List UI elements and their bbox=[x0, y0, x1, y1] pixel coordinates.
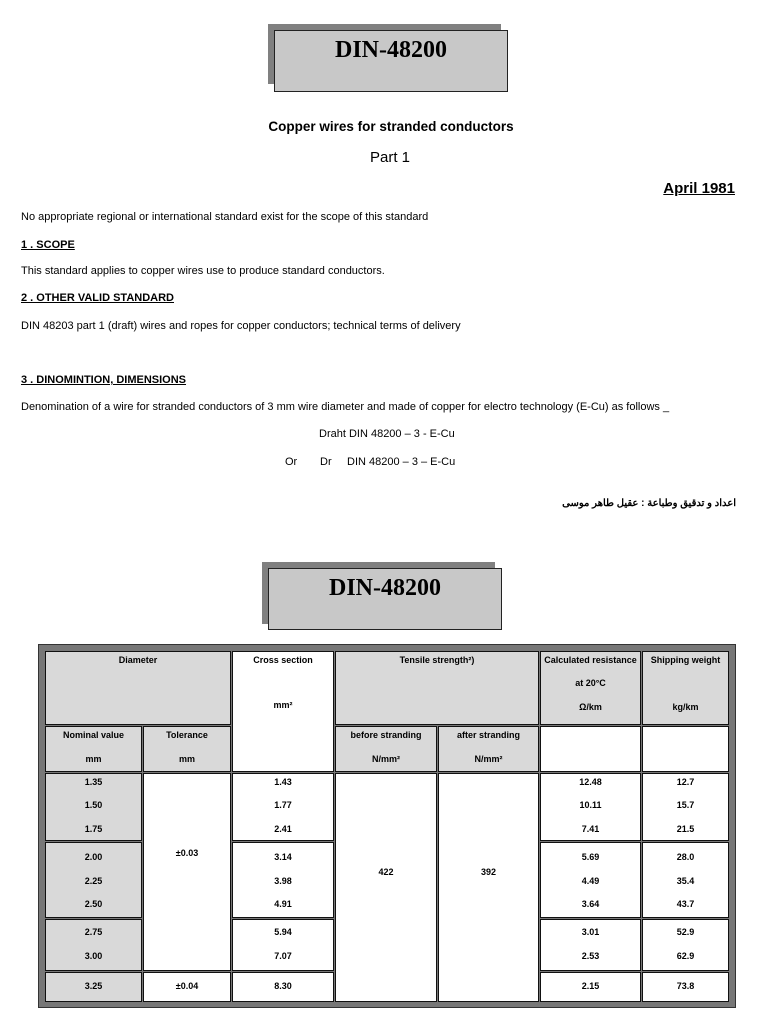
table-cell: 2.00 bbox=[84, 852, 103, 862]
table-title: DIN-48200 bbox=[268, 568, 502, 630]
table-cell: 4.91 bbox=[274, 899, 292, 909]
table-cell: 52.9 bbox=[676, 927, 695, 937]
intro-text: No appropriate regional or international standard exist for the scope of this standard bbox=[21, 211, 429, 223]
table-cell: 7.07 bbox=[274, 951, 292, 961]
part-label: Part 1 bbox=[369, 149, 411, 166]
table-cell: 2.15 bbox=[581, 981, 600, 991]
tensile-after-value: 392 bbox=[438, 773, 539, 1002]
table-cell: 2.41 bbox=[274, 824, 292, 834]
header-tolerance: Tolerance mm bbox=[143, 726, 231, 772]
designation-or: Or bbox=[285, 456, 298, 468]
cross-section-group-2 bbox=[232, 842, 334, 918]
document-date: April 1981 bbox=[663, 180, 735, 197]
table-cell: 1.35 bbox=[84, 777, 103, 787]
dimensions-table bbox=[38, 644, 736, 1008]
table-cell: 2.50 bbox=[84, 899, 103, 909]
subtitle: Copper wires for stranded conductors bbox=[268, 119, 514, 134]
table-cell: 15.7 bbox=[676, 800, 695, 810]
cross-section-group-3 bbox=[232, 919, 334, 971]
resistance-group-1 bbox=[540, 773, 641, 841]
table-cell: 73.8 bbox=[676, 981, 695, 991]
resistance-group-3 bbox=[540, 919, 641, 971]
table-cell: 2.25 bbox=[84, 876, 103, 886]
table-cell: 8.30 bbox=[274, 981, 292, 991]
scope-heading: 1 . SCOPE bbox=[21, 239, 75, 251]
table-cell: 43.7 bbox=[676, 899, 695, 909]
tensile-before-value: 422 bbox=[335, 773, 437, 1002]
table-cell: 1.50 bbox=[84, 800, 103, 810]
table-cell: 1.77 bbox=[274, 800, 292, 810]
header-before-stranding: before stranding N/mm² bbox=[335, 726, 437, 772]
table-cell: 1.43 bbox=[274, 777, 292, 787]
header-resistance-blank bbox=[540, 726, 641, 772]
table-cell: 3.01 bbox=[581, 927, 600, 937]
table-cell: 35.4 bbox=[676, 876, 695, 886]
scope-body: This standard applies to copper wires use to produce standard conductors. bbox=[21, 265, 385, 277]
tolerance-cell-2: ±0.04 bbox=[143, 972, 231, 1002]
header-weight: Shipping weight kg/km bbox=[642, 651, 729, 725]
table-cell: 21.5 bbox=[676, 824, 695, 834]
header-cross-section: Cross section mm² bbox=[232, 651, 334, 772]
document-title: DIN-48200 bbox=[274, 30, 508, 92]
table-cell: 4.49 bbox=[581, 876, 600, 886]
header-diameter: Diameter bbox=[45, 651, 231, 725]
designation-dr: Dr bbox=[320, 456, 332, 468]
weight-group-2 bbox=[642, 842, 729, 918]
table-cell: 3.64 bbox=[581, 899, 600, 909]
document-title-box bbox=[268, 24, 508, 92]
designation-line-2: DIN 48200 – 3 – E-Cu bbox=[347, 456, 456, 468]
table-cell: 7.41 bbox=[581, 824, 600, 834]
table-cell: 3.25 bbox=[84, 981, 103, 991]
table-cell: 28.0 bbox=[676, 852, 695, 862]
resistance-group-2 bbox=[540, 842, 641, 918]
table-cell: 1.75 bbox=[84, 824, 103, 834]
table-cell: 3.00 bbox=[84, 951, 103, 961]
arabic-credit: اعداد و تدقيق وطباعة : عقيل طاهر موسى bbox=[562, 498, 736, 509]
designation-line-1: Draht DIN 48200 – 3 - E-Cu bbox=[319, 428, 455, 440]
table-cell: 12.7 bbox=[676, 777, 695, 787]
other-standard-heading: 2 . OTHER VALID STANDARD bbox=[21, 292, 174, 304]
weight-group-4 bbox=[642, 972, 729, 1002]
diameter-group-2 bbox=[45, 842, 142, 918]
header-resistance: Calculated resistance at 20°C Ω/km bbox=[540, 651, 641, 725]
other-standard-body: DIN 48203 part 1 (draft) wires and ropes for copper conductors; technical terms of delivery bbox=[21, 320, 461, 332]
header-tensile: Tensile strength²) bbox=[335, 651, 539, 725]
table-cell: 10.11 bbox=[579, 800, 602, 810]
diameter-group-3 bbox=[45, 919, 142, 971]
header-weight-blank bbox=[642, 726, 729, 772]
table-cell: 12.48 bbox=[579, 777, 602, 787]
tolerance-cell-1: ±0.03 bbox=[143, 773, 231, 971]
weight-group-3 bbox=[642, 919, 729, 971]
table-cell: 5.94 bbox=[274, 927, 292, 937]
cross-section-group-4 bbox=[232, 972, 334, 1002]
cross-section-group-1 bbox=[232, 773, 334, 841]
resistance-group-4 bbox=[540, 972, 641, 1002]
table-cell: 3.14 bbox=[274, 852, 292, 862]
weight-group-1 bbox=[642, 773, 729, 841]
dimensions-heading: 3 . DINOMINTION, DIMENSIONS bbox=[21, 374, 187, 386]
dimensions-body: Denomination of a wire for stranded conductors of 3 mm wire diameter and made of copper for electro technology (E-Cu) as follows _ bbox=[21, 401, 670, 413]
table-cell: 2.75 bbox=[84, 927, 103, 937]
table-cell: 2.53 bbox=[581, 951, 600, 961]
table-cell: 62.9 bbox=[676, 951, 695, 961]
table-title-box bbox=[262, 562, 502, 632]
diameter-group-1 bbox=[45, 773, 142, 841]
table-cell: 3.98 bbox=[274, 876, 292, 886]
table-cell: 5.69 bbox=[581, 852, 600, 862]
diameter-group-4 bbox=[45, 972, 142, 1002]
header-after-stranding: after stranding N/mm² bbox=[438, 726, 539, 772]
header-nominal: Nominal value mm bbox=[45, 726, 142, 772]
